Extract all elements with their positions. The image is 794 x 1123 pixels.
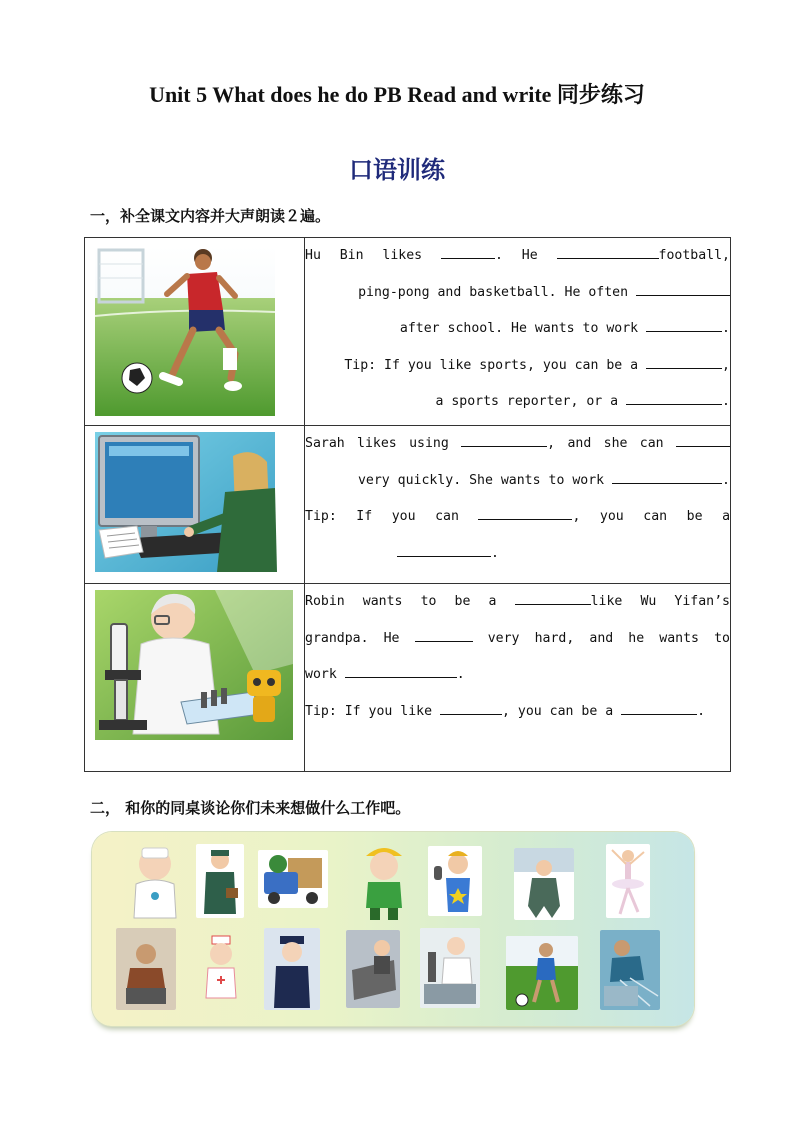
page-title: Unit 5 What does he do PB Read and write 同步练习 <box>149 82 645 107</box>
answer-blank[interactable] <box>397 542 491 557</box>
scientist-illustration <box>85 584 304 767</box>
text-cell: Sarah likes using , and she can very quickly. She wants to work . Tip: If you can , you can be a . <box>305 426 731 584</box>
answer-blank[interactable] <box>646 354 722 369</box>
exercise-table <box>84 237 731 772</box>
section-heading: 口语训练 <box>349 155 445 184</box>
typist-illustration <box>85 426 304 579</box>
businessman-icon <box>116 928 176 1010</box>
answer-blank[interactable] <box>345 663 457 678</box>
police-officer-icon <box>264 928 320 1010</box>
answer-blank[interactable] <box>515 590 591 605</box>
nurse-icon <box>196 932 246 1008</box>
answer-blank[interactable] <box>440 700 502 715</box>
scientist-icon <box>420 928 480 1008</box>
dancer-icon <box>606 844 650 918</box>
answer-blank[interactable] <box>461 432 547 447</box>
answer-blank[interactable] <box>612 469 722 484</box>
image-cell <box>85 426 305 584</box>
answer-blank[interactable] <box>478 505 572 520</box>
football-player-icon <box>506 936 578 1010</box>
doctor-icon <box>122 842 188 920</box>
exercise-1-instruction: 一，补全课文内容并大声朗读２遍。 <box>90 207 331 225</box>
exercise-2-instruction: 二， 和你的同桌谈论你们未来想做什么工作吧。 <box>90 799 411 817</box>
postman-icon <box>196 844 244 918</box>
text-cell: Hu Bin likes . He football, ping-pong and basketball. He often after school. He wants to work . Tip: If you like sports, you can be a , a sports reporter, or a . <box>305 238 731 426</box>
answer-blank[interactable] <box>415 627 473 642</box>
soccer-player-illustration <box>85 238 304 421</box>
table-row <box>85 584 731 772</box>
image-cell <box>85 238 305 426</box>
pilot-icon <box>514 848 574 920</box>
text-cell: Robin wants to be a like Wu Yifan’s grandpa. He very hard, and he wants to work . Tip: If you like , you can be a . <box>305 584 731 772</box>
answer-blank[interactable] <box>676 432 730 447</box>
table-row <box>85 238 731 426</box>
table-row <box>85 426 731 584</box>
fisherman-icon <box>600 930 660 1010</box>
answer-blank[interactable] <box>441 244 495 259</box>
factory-worker-icon <box>346 930 400 1008</box>
jobs-picture-panel <box>92 832 694 1026</box>
delivery-driver-icon <box>258 850 328 908</box>
answer-blank[interactable] <box>557 244 659 259</box>
answer-blank[interactable] <box>636 281 730 296</box>
singer-icon <box>428 846 482 916</box>
answer-blank[interactable] <box>626 390 722 405</box>
worker-icon <box>354 838 414 922</box>
image-cell <box>85 584 305 772</box>
answer-blank[interactable] <box>621 700 697 715</box>
answer-blank[interactable] <box>646 317 722 332</box>
